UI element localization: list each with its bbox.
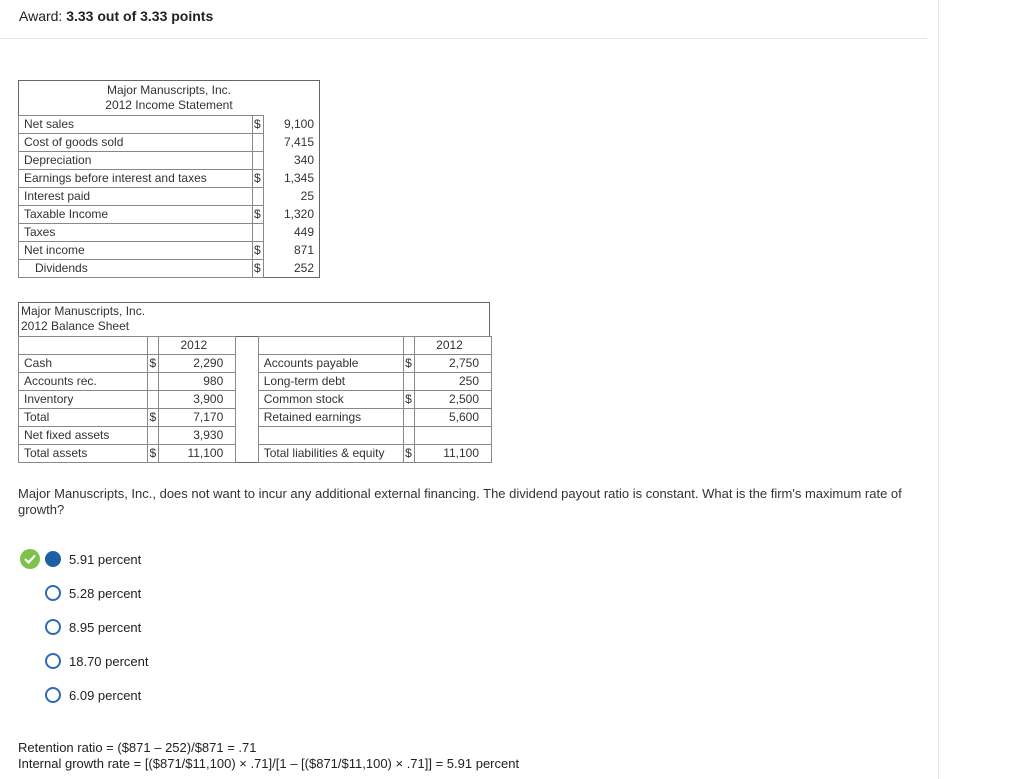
answer-option[interactable] — [20, 576, 149, 610]
income-row — [19, 188, 320, 206]
balance-year-row — [19, 337, 492, 355]
income-row — [19, 134, 320, 152]
balance-row — [19, 391, 492, 409]
income-row-currency — [253, 188, 264, 206]
explanation-line-1: Retention ratio = ($871 – 252)/$871 = .71 — [18, 740, 257, 755]
asset-value: 3,930 — [159, 427, 236, 445]
liability-label: Total liabilities & equity — [258, 445, 403, 463]
income-row-label: Earnings before interest and taxes — [19, 170, 253, 188]
income-row — [19, 242, 320, 260]
radio-button[interactable] — [45, 687, 61, 703]
asset-currency — [148, 427, 159, 445]
income-row-value: 340 — [264, 152, 320, 170]
income-row — [19, 152, 320, 170]
award-status — [19, 8, 213, 24]
header-divider — [0, 38, 927, 39]
answer-option-label: 5.28 percent — [69, 585, 142, 601]
liability-currency — [404, 409, 415, 427]
liability-currency: $ — [404, 445, 415, 463]
balance-row — [19, 409, 492, 427]
answer-option[interactable] — [20, 644, 149, 678]
income-row-value: 1,345 — [264, 170, 320, 188]
liability-label: Common stock — [258, 391, 403, 409]
asset-value: 2,290 — [159, 355, 236, 373]
balance-gap — [236, 445, 258, 463]
year-cur-spacer-right — [404, 337, 415, 355]
asset-value: 11,100 — [159, 445, 236, 463]
income-row-currency: $ — [253, 260, 264, 278]
question-text: Major Manuscripts, Inc., does not want to incur any additional external financing. The dividend payout ratio is constant. What is the firm's maximum rate of growth? — [18, 486, 902, 517]
correct-check-icon — [20, 549, 40, 569]
liability-label: Long-term debt — [258, 373, 403, 391]
income-row-value: 449 — [264, 224, 320, 242]
income-row-value: 871 — [264, 242, 320, 260]
income-row — [19, 224, 320, 242]
radio-button[interactable] — [45, 653, 61, 669]
liability-value: 2,750 — [415, 355, 492, 373]
answer-option-label: 18.70 percent — [69, 653, 149, 669]
asset-label: Net fixed assets — [19, 427, 148, 445]
right-divider — [938, 0, 939, 779]
income-statement-table — [18, 80, 320, 278]
liability-value: 5,600 — [415, 409, 492, 427]
income-row-value: 7,415 — [264, 134, 320, 152]
asset-label: Total — [19, 409, 148, 427]
answer-option-label: 6.09 percent — [69, 687, 142, 703]
year-left: 2012 — [159, 337, 236, 355]
income-row-currency — [253, 152, 264, 170]
radio-button[interactable] — [45, 585, 61, 601]
balance-rows — [19, 355, 492, 463]
balance-sheet-table — [18, 336, 492, 463]
income-row-currency: $ — [253, 242, 264, 260]
year-spacer — [19, 337, 148, 355]
asset-currency: $ — [148, 409, 159, 427]
income-statement-subtitle: 2012 Income Statement — [105, 98, 233, 112]
asset-value: 3,900 — [159, 391, 236, 409]
year-right: 2012 — [415, 337, 492, 355]
award-value: 3.33 out of 3.33 points — [66, 8, 214, 24]
balance-gap — [236, 373, 258, 391]
income-row-currency: $ — [253, 206, 264, 224]
asset-value: 7,170 — [159, 409, 236, 427]
income-row — [19, 206, 320, 224]
income-row-value: 1,320 — [264, 206, 320, 224]
asset-label: Total assets — [19, 445, 148, 463]
year-cur-spacer — [148, 337, 159, 355]
asset-currency: $ — [148, 355, 159, 373]
liability-value: 250 — [415, 373, 492, 391]
liability-currency — [404, 427, 415, 445]
year-spacer-right — [258, 337, 403, 355]
radio-button[interactable] — [45, 551, 61, 567]
liability-value: 2,500 — [415, 391, 492, 409]
balance-row — [19, 445, 492, 463]
income-row-currency: $ — [253, 170, 264, 188]
answer-choices — [20, 542, 149, 712]
income-row-label: Net income — [19, 242, 253, 260]
balance-sheet-subtitle: 2012 Balance Sheet — [21, 319, 130, 333]
income-rows — [19, 116, 320, 278]
income-row-label: Cost of goods sold — [19, 134, 253, 152]
income-row-label: Depreciation — [19, 152, 253, 170]
answer-option[interactable] — [20, 678, 149, 712]
income-statement-title — [19, 81, 320, 116]
income-row-currency: $ — [253, 116, 264, 134]
explanation-line-2: Internal growth rate = [($871/$11,100) × .71]/[1 – [($871/$11,100) × .71]] = 5.91 percent — [18, 756, 520, 771]
balance-gap — [236, 355, 258, 373]
asset-label: Cash — [19, 355, 148, 373]
income-row-value: 25 — [264, 188, 320, 206]
income-row-label: Taxes — [19, 224, 253, 242]
liability-value: 11,100 — [415, 445, 492, 463]
asset-label: Accounts rec. — [19, 373, 148, 391]
year-gap — [236, 337, 258, 355]
asset-currency — [148, 373, 159, 391]
liability-currency: $ — [404, 355, 415, 373]
answer-option[interactable] — [20, 542, 149, 576]
balance-row — [19, 355, 492, 373]
answer-option-label: 8.95 percent — [69, 619, 142, 635]
income-row-value: 252 — [264, 260, 320, 278]
liability-currency: $ — [404, 391, 415, 409]
balance-row — [19, 373, 492, 391]
income-row-label: Net sales — [19, 116, 253, 134]
income-row-label: Taxable Income — [19, 206, 253, 224]
answer-option[interactable] — [20, 610, 149, 644]
liability-label: Retained earnings — [258, 409, 403, 427]
asset-currency — [148, 391, 159, 409]
asset-currency: $ — [148, 445, 159, 463]
income-row-label: Dividends — [19, 260, 253, 278]
income-row-value: 9,100 — [264, 116, 320, 134]
income-row-label: Interest paid — [19, 188, 253, 206]
balance-gap — [236, 427, 258, 445]
explanation — [18, 740, 519, 772]
income-company-name: Major Manuscripts, Inc. — [106, 83, 232, 97]
answer-option-label: 5.91 percent — [69, 551, 142, 567]
balance-sheet-title — [18, 302, 490, 336]
liability-label — [258, 427, 403, 445]
income-row — [19, 260, 320, 278]
balance-row — [19, 427, 492, 445]
radio-button[interactable] — [45, 619, 61, 635]
award-label: Award: — [19, 8, 63, 24]
income-row-currency — [253, 134, 264, 152]
balance-company-name: Major Manuscripts, Inc. — [21, 304, 146, 318]
income-row — [19, 170, 320, 188]
liability-currency — [404, 373, 415, 391]
asset-label: Inventory — [19, 391, 148, 409]
balance-gap — [236, 409, 258, 427]
liability-value — [415, 427, 492, 445]
liability-label: Accounts payable — [258, 355, 403, 373]
asset-value: 980 — [159, 373, 236, 391]
balance-gap — [236, 391, 258, 409]
income-row-currency — [253, 224, 264, 242]
income-row — [19, 116, 320, 134]
